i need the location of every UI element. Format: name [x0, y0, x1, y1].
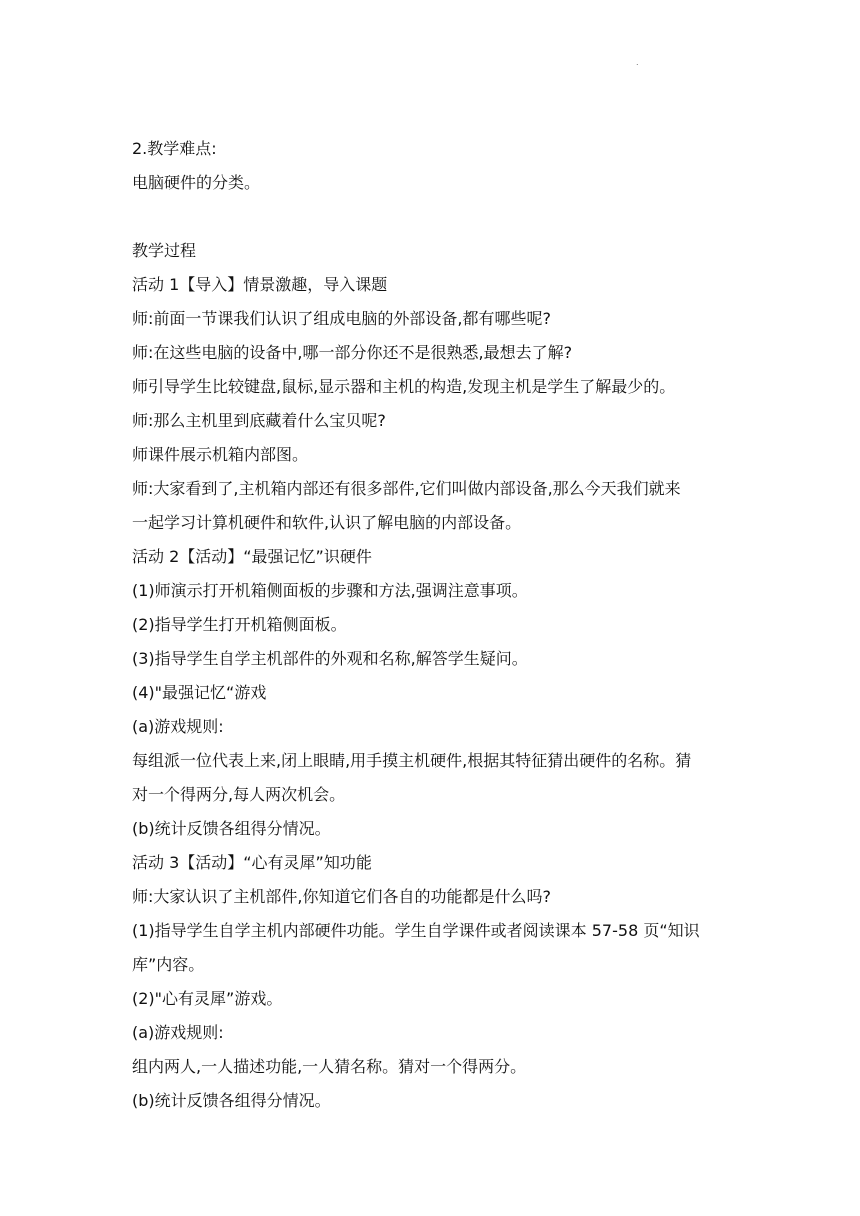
paragraph-line: 师:大家看到了,主机箱内部还有很多部件,它们叫做内部设备,那么今天我们就来: [132, 479, 681, 498]
activity-2-heading: 活动 2【活动】“最强记忆”识硬件: [132, 547, 372, 566]
difficulty-text: 电脑硬件的分类。: [132, 173, 261, 192]
paragraph-line: 对一个得两分,每人两次机会。: [132, 785, 346, 804]
list-item: (3)指导学生自学主机部件的外观和名称,解答学生疑问。: [132, 649, 528, 668]
process-heading: 教学过程: [132, 241, 197, 260]
paragraph-line: 师引导学生比较键盘,鼠标,显示器和主机的构造,发现主机是学生了解最少的。: [132, 377, 676, 396]
sub-list-item: (b)统计反馈各组得分情况。: [132, 819, 331, 838]
paragraph-line: 师:前面一节课我们认识了组成电脑的外部设备,都有哪些呢?: [132, 309, 551, 328]
paragraph-line: 一起学习计算机硬件和软件,认识了解电脑的内部设备。: [132, 513, 522, 532]
sub-list-item: (b)统计反馈各组得分情况。: [132, 1091, 331, 1110]
list-item: (1)师演示打开机箱侧面板的步骤和方法,强调注意事项。: [132, 581, 528, 600]
paragraph-line: 师:在这些电脑的设备中,哪一部分你还不是很熟悉,最想去了解?: [132, 343, 573, 362]
paragraph-line: 库”内容。: [132, 955, 205, 974]
paragraph-line: 师:大家认识了主机部件,你知道它们各自的功能都是什么吗?: [132, 887, 551, 906]
list-item: (2)"心有灵犀”游戏。: [132, 989, 283, 1008]
document-content: [132, 132, 742, 1118]
activity-3-heading: 活动 3【活动】“心有灵犀”知功能: [132, 853, 372, 872]
paragraph-line: 每组派一位代表上来,闭上眼睛,用手摸主机硬件,根据其特征猜出硬件的名称。猜: [132, 751, 692, 770]
paragraph-line: 师课件展示机箱内部图。: [132, 445, 309, 464]
list-item: (1)指导学生自学主机内部硬件功能。学生自学课件或者阅读课本 57-58 页“知识: [132, 921, 700, 940]
sub-list-item: (a)游戏规则:: [132, 717, 224, 736]
difficulty-heading: 2.教学难点:: [132, 139, 217, 158]
activity-1-heading: 活动 1【导入】情景激趣，导入课题: [132, 275, 388, 294]
blank-line: [132, 200, 742, 234]
sub-list-item: (a)游戏规则:: [132, 1023, 224, 1042]
header-dot: .: [636, 58, 639, 67]
list-item: (4)"最强记忆“游戏: [132, 683, 267, 702]
list-item: (2)指导学生打开机箱侧面板。: [132, 615, 347, 634]
paragraph-line: 组内两人,一人描述功能,一人猜名称。猜对一个得两分。: [132, 1057, 527, 1076]
paragraph-line: 师:那么主机里到底藏着什么宝贝呢?: [132, 411, 386, 430]
